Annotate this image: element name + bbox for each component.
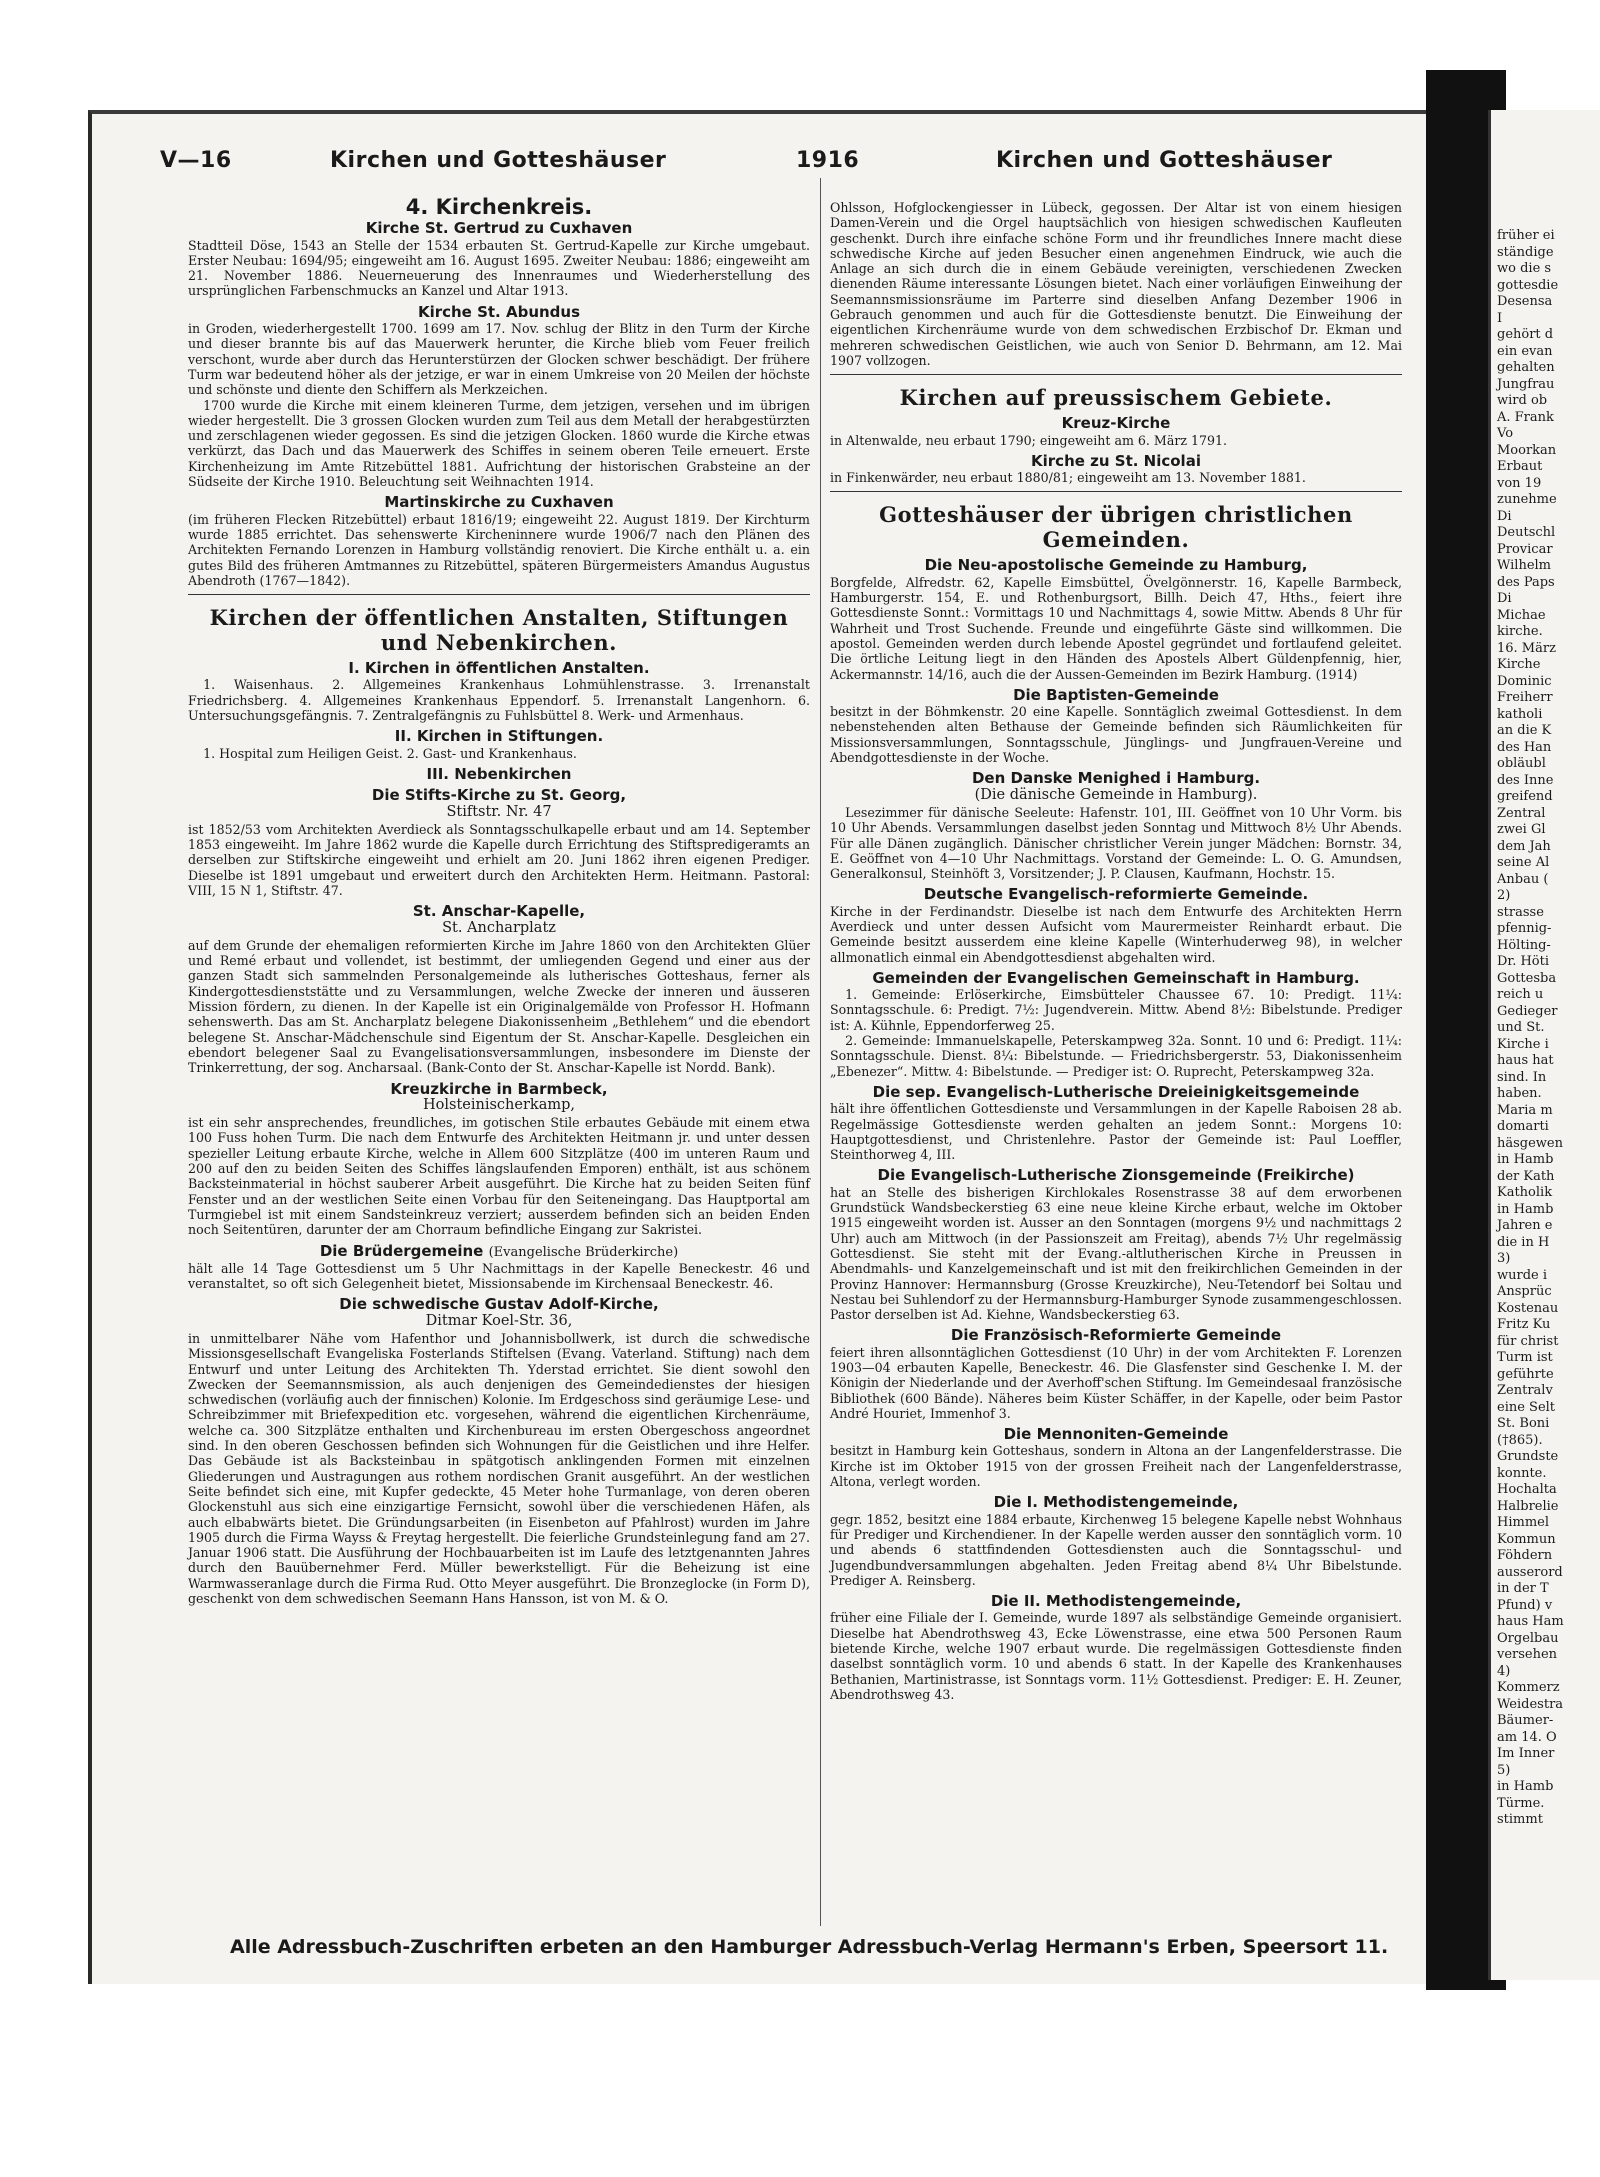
next-page-fragment: versehen — [1497, 1647, 1558, 1662]
section-rule — [188, 594, 810, 595]
next-page-fragment: stimmt — [1497, 1812, 1543, 1827]
next-page-fragment: zunehme — [1497, 492, 1557, 507]
next-page-fragment: gehört d — [1497, 327, 1554, 342]
next-page-fragment: Weidestra — [1497, 1696, 1564, 1712]
gemeinschaft-text-2: 2. Gemeinde: Immanuelskapelle, Peterskampweg 32a. Sonnt. 10 und 6: Predigt. 11¼: Sonntagsschule. Dienst. 8¼: Bibelstunde. — Friedrichsbergerstr. 53, Diakonissenheim „Ebenezer“. Mittw. 4: Bibelstunde. — Prediger ist: O. Ruprecht, Peterskampweg 32a. — [830, 1033, 1402, 1079]
nicolai-text: in Finkenwärder, neu erbaut 1880/81; eingeweiht am 13. November 1881. — [830, 470, 1306, 486]
next-page-fragment: I — [1497, 310, 1503, 326]
deutsch-ref-text: Kirche in der Ferdinandstr. Dieselbe ist nach dem Entwurfe des Architekten Herrn Averdieck und unter dessen Aufsicht vom Maurermeister Reinhardt erbaut. Die Gemeinde besitzt ausserdem eine kleine Kapelle (Winterhuderweg 98), in welcher allmonatlich einmal ein Abendgottesdienst abgehalten wird. — [830, 903, 1402, 965]
next-page-fragment: 5) — [1497, 1762, 1511, 1778]
next-page-fragment: Katholik — [1497, 1185, 1553, 1200]
next-page-fragment: Grundste — [1497, 1449, 1559, 1464]
danske-text: Lesezimmer für dänische Seeleute: Hafenstr. 101, III. Geöffnet von 10 Uhr Vorm. bis 10 Uhr Abends. Versammlungen daselbst jeden Sonntag und Mittwoch 8½ Uhr Abends. Für alle Dänen zugänglich. Dänischer christlicher Verein junger Mädchen: Bornstr. 34, E. Geöffnet von 4—10 Uhr Nachmittags. Vorstand der Gemeinde: L. O. G. Amundsen, Generalkonsul, Steinhöft 3, Vorsitzender; J. P. Clausen, Kaufmann, Hochstr. 15. — [830, 804, 1402, 882]
next-page-fragment: seine Al — [1497, 855, 1550, 870]
sec2-text: 1. Hospital zum Heiligen Geist. 2. Gast- und Krankenhaus. — [203, 745, 577, 761]
next-page-fragment: früher ei — [1497, 228, 1555, 243]
next-page-fragment: Dominic — [1497, 673, 1552, 689]
next-page-fragment: (†865). — [1497, 1432, 1543, 1448]
franz-text: feiert ihren allsonntäglichen Gottesdienst (10 Uhr) in der vom Architekten F. Lorenzen 1903—04 erbauten Kapelle, Beneckestr. 46. Die Glasfenster sind Geschenke I. M. der Königin der Niederlande und der Averhoff'schen Stiftung. Im Gemeindesaal französische Bibliothek (600 Bände). Näheres beim Küster Schäffer, in der Kapelle, oder beim Pastor André Houriet, Immenhof 3. — [830, 1344, 1402, 1421]
next-page-fragment: Dr. Höti — [1497, 954, 1550, 969]
page-number: V—16 — [160, 148, 232, 173]
schwed-address: Ditmar Koel-Str. 36, — [425, 1312, 573, 1329]
next-page-fragment: geführte — [1497, 1366, 1554, 1382]
next-page-fragment: haus hat — [1497, 1053, 1554, 1068]
sec2-title: II. Kirchen in Stiftungen. — [394, 727, 604, 746]
next-page-fragment: in Hamb — [1497, 1201, 1554, 1217]
meth2-text: früher eine Filiale der I. Gemeinde, wurde 1897 als selbständige Gemeinde organisiert. Dieselbe hat Abendrothsweg 43, Ecke Löwenstrasse, eine etwa 500 Personen Raum bietende Kirche, welche 1907 erbaut wurde. Die regelmässigen Gottesdienste finden daselbst sonntäglich vorm. 10 und abends 6 statt. In der Kapelle des Krankenhauses Bethanien, Martinistrasse, ist Sonntags vorm. 11½ Gottesdienst. Prediger: E. H. Zeuner, Abendrothsweg 43. — [830, 1610, 1402, 1702]
kreuzkirche-barmbeck-address: Holsteinischerkamp, — [423, 1096, 575, 1113]
next-page-fragment: Pfund) v — [1497, 1597, 1553, 1613]
next-page-fragment: sind. In — [1497, 1069, 1547, 1085]
anschar-address: St. Ancharplatz — [442, 919, 556, 936]
kirchenkreis-heading: 4. Kirchenkreis. — [405, 195, 593, 219]
next-page-fragment: am 14. O — [1497, 1729, 1557, 1745]
baptist-text: besitzt in der Böhmkenstr. 20 eine Kapelle. Sonntäglich zweimal Gottesdienst. In dem nebenstehenden alten Bethause der Gemeinde befinden sich Räumlichkeiten für Missionsversammlungen, Sonntagsschule, Jünglings- und Jungfrauen-Vereine und Abendgottesdienste in der Woche. — [830, 704, 1402, 766]
meth1-text: gegr. 1852, besitzt eine 1884 erbaute, Kirchenweg 15 belegene Kapelle nebst Wohnhaus für Prediger und Kirchendiener. In der Kapelle werden ausser den sonntäglich vorm. 10 und abends 6 stattfindenden Gottesdiensten auch die Sonntagsschul- und Jugendbundversammlungen abgehalten. Jeden Freitag abend 8¼ Uhr Bibelstunde. Prediger A. Reinsberg. — [830, 1511, 1402, 1588]
neuapost-title: Die Neu-apostolische Gemeinde zu Hamburg, — [924, 556, 1308, 575]
next-page-fragment: eine Selt — [1497, 1399, 1556, 1415]
next-page-fragment: ständige — [1497, 244, 1554, 260]
dreieinig-title: Die sep. Evangelisch-Lutherische Dreieinigkeitsgemeinde — [872, 1082, 1360, 1101]
schwed-continued-text: Ohlsson, Hofglockengiesser in Lübeck, gegossen. Der Altar ist von einem hiesigen Damen-Verein und die Orgel hauptsächlich von hiesigen schwedischen Kaufleuten geschenkt. Durch ihre einfache schöne Form und ihr freundliches Innere macht diese schwedische Kirche auf jeden Besucher einen angenehmen Eindruck, wie auch die Anlage an sich durch die in einem Gebäude vereinigten, verschiedenen Zwecken dienenden Räume interessante Lösungen bietet. Nach einer vorläufigen Einweihung der Seemannsmissionsräume im Parterre sind dieselben Anfang Dezember 1906 in Gebrauch genommen und auch für die Gottesdienste benutzt. Die Einweihung der eigentlichen Kirchenräume wurde von dem schwedischen Erzbischof Dr. Ekman und mehreren schwedischen Geistlichen, wie auch von Senior D. Behrmann, am 12. Mai 1907 vollzogen. — [830, 200, 1402, 368]
next-page-fragment: des Inne — [1497, 772, 1554, 788]
next-page-fragment: Desensa — [1497, 294, 1553, 309]
next-page-fragment: strasse — [1497, 904, 1544, 920]
next-page-fragment: für christ — [1497, 1333, 1559, 1349]
left-column — [188, 196, 810, 1606]
next-page-fragment: dem Jah — [1497, 838, 1551, 854]
next-page-fragment: wurde i — [1497, 1267, 1548, 1283]
next-page-fragment: wo die s — [1497, 261, 1552, 276]
next-page-fragment: Wilhelm — [1497, 558, 1551, 573]
next-page-fragment: Orgelbau — [1497, 1630, 1559, 1646]
next-page-fragment: greifend — [1497, 789, 1553, 804]
sec1-text: 1. Waisenhaus. 2. Allgemeines Krankenhaus Lohmühlenstrasse. 3. Irrenanstalt Friedrichsberg. 4. Allgemeines Krankenhaus Eppendorf. 5. Irrenanstalt Langenhorn. 6. Untersuchungsgefängnis. 7. Zentralgefängnis zu Fuhlsbüttel 8. Werk- und Armenhaus. — [188, 677, 810, 724]
schwed-title: Die schwedische Gustav Adolf-Kirche, — [339, 1295, 659, 1314]
next-page-fragment: Turm ist — [1497, 1350, 1553, 1365]
abundus-text-1: in Groden, wiederhergestellt 1700. 1699 am 17. Nov. schlug der Blitz in den Turm der Kirche und dieser brannte bis auf das Mauerwerk herunter, die Kirche blieb vom Feuer freilich verschont, wurde aber durch das Herunterstürzen der Glocken schwer beschädigt. Der frühere Turm war bedeutend höher als der jetzige, er war in einem Umkreise von 20 Meilen der höchste und schönste und diente den Schiffern als Merkzeichen. — [188, 321, 810, 398]
next-page-fragment: kirche. — [1497, 624, 1543, 639]
header-title-left: Kirchen und Gotteshäuser — [330, 148, 667, 173]
next-page-fragment: gehalten — [1497, 360, 1555, 375]
next-page-fragment: 2) — [1497, 888, 1511, 903]
next-page-fragment: St. Boni — [1497, 1416, 1550, 1431]
next-page-fragment: 3) — [1497, 1251, 1511, 1266]
next-page-fragment: in Hamb — [1497, 1152, 1554, 1167]
next-page-fragment: wird ob — [1497, 393, 1548, 408]
meth2-title: Die II. Methodistengemeinde, — [990, 1592, 1242, 1611]
gertrud-text: Stadtteil Döse, 1543 an Stelle der 1534 erbauten St. Gertrud-Kapelle zur Kirche umgebaut. Erster Neubau: 1694/95; eingeweiht am 16. August 1695. Zweiter Neubau: 1886; eingeweiht am 21. November 1886. Neuerneuerung des Innenraumes und Wiederherstellung des ursprünglichen Farbenschmucks an Kanzel und Altar 1913. — [188, 237, 810, 299]
danske-title: Den Danske Menighed i Hamburg. — [971, 769, 1261, 788]
next-page-fragment: zwei Gl — [1497, 822, 1546, 837]
deutsch-ref-title: Deutsche Evangelisch-reformierte Gemeinde. — [923, 885, 1309, 904]
kreuz-title: Kreuz-Kirche — [1061, 414, 1171, 433]
next-page-fragment: an die K — [1497, 723, 1552, 738]
anschar-title: St. Anschar-Kapelle, — [412, 902, 586, 921]
next-page-fragment: in der T — [1497, 1581, 1549, 1596]
next-page-fragment: haben. — [1497, 1086, 1542, 1101]
kreuzkirche-barmbeck-title: Kreuzkirche in Barmbeck, — [390, 1079, 608, 1098]
brueder-subtitle: (Evangelische Brüderkirche) — [488, 1244, 679, 1260]
menno-title: Die Mennoniten-Gemeinde — [1003, 1425, 1229, 1444]
georg-address: Stiftstr. Nr. 47 — [446, 803, 552, 820]
next-page-fragment: Anbau ( — [1497, 871, 1549, 887]
preuss-heading: Kirchen auf preussischem Gebiete. — [899, 385, 1333, 411]
next-page-fragment: Jungfrau — [1497, 376, 1555, 392]
georg-text: ist 1852/53 vom Architekten Averdieck als Sonntagsschulkapelle erbaut und am 14. September 1853 eingeweiht. Im Jahre 1862 wurde die Kapelle durch Errichtung des Stiftspredigeramts an derselben zur Stiftskirche eingeweiht und erhielt am 20. Juni 1862 ihren eigenen Prediger. Dieselbe ist 1891 umgebaut und erweitert durch den Architekten Herm. Heitmann. Pastoral: VIII, 15 N 1, Stiftstr. 47. — [188, 821, 810, 898]
next-page-fragment: ausserord — [1497, 1564, 1563, 1580]
next-page-fragment: domarti — [1497, 1119, 1549, 1134]
next-page-fragment: Di — [1497, 591, 1512, 606]
gotteshaeuser-heading: Gotteshäuser der übrigen christlichen Gemeinden. — [879, 502, 1353, 553]
next-page-fragment: ein evan — [1497, 343, 1553, 359]
next-page-fragment: Moorkan — [1497, 442, 1557, 458]
baptist-title: Die Baptisten-Gemeinde — [1013, 685, 1219, 704]
schwed-text: in unmittelbarer Nähe vom Hafenthor und Johannisbollwerk, ist durch die schwedische Missionsgesellschaft Evangeliska Fosterlands Stiftelsen (Evang. Vaterland. Stiftung) nach dem Entwurf und unter Leitung des Architekten Th. Yderstad errichtet. Sie dient sowohl den Zwecken der Seemannsmission, als auch denjenigen des Gemeindedienstes der hiesigen schwedischen (vorläufig auch der finnischen) Kolonie. Im Erdgeschoss sind geräumige Lese- und Schreibzimmer mit Briefexpedition etc. vorgesehen, während die eigentlichen Kirchenräume, welche ca. 300 Sitzplätze enthalten und Kirchenbureau im ersten Obergeschoss angeordnet sind. In den oberen Geschossen befinden sich Wohnungen für die Geistlichen und ihre Helfer. Das Gebäude ist als Backsteinbau in spätgotisch anklingenden Formen mit einzelnen Gliederungen und Austragungen aus rothem nordischen Granit ausgeführt. An der westlichen Seite befindet sich eine, mit Kupfer gedeckte, 45 Meter hohe Turmanlage, von deren oberen Glockenstuhl aus sich eine einzigartige Fernsicht, sowohl über die verschiedenen Häfen, als auch elbabwärts bietet. Die Gründungsarbeiten (in Eisenbeton auf Pfahlrost) wurden im Jahre 1905 durch die Firma Wayss & Freytag hergestellt. Die feierliche Grundsteinlegung fand am 27. Januar 1906 statt. Die Ausführung der Hochbauarbeiten ist im Laufe des letztgenannten Jahres durch den Bauübernehmer Ferd. Müller bewerkstelligt. Für die Beheizung ist eine Warmwasseranlage durch die Firma Rud. Otto Meyer ausgeführt. Die Bronzeglocke (in Form D), geschenkt von dem schwedischen Seemann Hans Hansson, ist von M. & O. — [188, 1331, 810, 1607]
next-page-fragment: und St. — [1497, 1020, 1545, 1035]
georg-title: Die Stifts-Kirche zu St. Georg, — [371, 786, 627, 805]
next-page-fragment: Provicar — [1497, 541, 1553, 557]
abundus-title: Kirche St. Abundus — [417, 302, 581, 321]
next-page-fragment: Himmel — [1497, 1515, 1549, 1530]
next-page-fragment: Zentralv — [1497, 1383, 1553, 1398]
header-year: 1916 — [796, 148, 860, 173]
footer-notice: Alle Adressbuch-Zuschriften erbeten an den Hamburger Adressbuch-Verlag Hermann's Erben, Speersort 11. — [230, 1936, 1389, 1958]
next-page-fragment: des Han — [1497, 739, 1552, 755]
martin-title: Martinskirche zu Cuxhaven — [384, 493, 614, 512]
abundus-text-2: 1700 wurde die Kirche mit einem kleineren Turme, dem jetzigen, versehen und im übrigen wieder hergestellt. Die 3 grossen Glocken wurden zum Teil aus dem Metall der herabgestürzten und zerschlagenen wieder gegossen. Es sind die jetzigen Glocken. 1860 wurde die Kirche etwas verkürzt, das Dach und das Mauerwerk des Schiffes in seinem oberen Teile erneuert. Erste Kirchenheizung im Amte Ritzebüttel 1881. Aufrichtung der historischen Grabsteine an der Südseite der Kirche 1910. Beleuchtung seit Weihnachten 1914. — [188, 397, 810, 490]
next-page-fragment: der Kath — [1497, 1168, 1555, 1184]
next-page-fragment: gottesdie — [1497, 277, 1559, 293]
nicolai-title: Kirche zu St. Nicolai — [1031, 451, 1201, 470]
anschar-text: auf dem Grunde der ehemaligen reformierten Kirche im Jahre 1860 von den Architekten Glüer und Remé erbaut und vollendet, ist bestimmt, der umliegenden Gegend und einer aus der ganzen Stadt sich sammelnden Personalgemeinde als lutherisches Gotteshaus, ferner als Kindergottesdienststätte und zu Versammlungen, welche Zwecke der inneren und äusseren Mission fördern, zu dienen. In der Kapelle ist ein Originalgemälde von Professor H. Hofmann sehenswerth. Das am St. Ancharplatz belegene Diakonissenheim „Bethlehem“ und die ebendort belegene St. Anschar-Mädchenschule sind Eigentum der St. Anschar-Kapelle. Desgleichen ein ebendort belegener Saal zu Evangelisationsversammlungen, insbesondere im Dienste der Trinkerrettung, der sog. Ancharsaal. (Bank-Conto der St. Anschar-Kapelle ist Nordd. Bank). — [188, 937, 810, 1076]
martin-text: (im früheren Flecken Ritzebüttel) erbaut 1816/19; eingeweiht 22. August 1819. Der Kirchturm wurde 1885 errichtet. Das sehenswerte Kircheninnere wurde 1906/7 nach den Plänen des Architekten Fernando Lorenzen in Hamburg vollständig renoviert. Die Kirche enthält u. a. ein gutes Bild des früheren Amtmannes zu Ritzebüttel, späteren Bürgermeisters Amandus Augustus Abendroth (1767—1842). — [188, 511, 810, 588]
next-page-fragment: Hochalta — [1497, 1482, 1557, 1497]
next-page-fragment: katholi — [1497, 706, 1543, 722]
next-page-fragment: pfennig- — [1497, 921, 1552, 936]
meth1-title: Die I. Methodistengemeinde, — [993, 1493, 1239, 1512]
next-page-fragment: Türme. — [1497, 1795, 1545, 1811]
next-page-fragment: Zentral — [1497, 805, 1546, 821]
next-page-fragment: Hölting- — [1497, 937, 1551, 953]
kreuzkirche-barmbeck-text: ist ein sehr ansprechendes, freundliches, im gotischen Stile erbautes Gebäude mit einem etwa 100 Fuss hohen Turm. Die nach dem Entwurfe des Architekten Heitmann jr. und unter dessen spezieller Leitung erbaute Kirche, welche in Allem 600 Sitzplätze (400 im unteren Raum und 200 auf den zu beiden Seiten des Schiffes längslaufenden Emporen) enthält, ist aus schönem Backsteinmaterial in höchst sauberer Arbeit ausgeführt. Die Kirche hat zu beiden Seiten fünf Fenster und an der westlichen Seite einen Vorbau für den Seiteneingang. Das Hauptportal am Turmgiebel ist mit einem Sandsteinkreuz verziert; ausserdem befinden sich an beiden Enden noch Seitentüren, darunter der am Chorraum befindliche Eingang zur Sakristei. — [188, 1115, 810, 1238]
next-page-fragment: Gedieger — [1497, 1003, 1558, 1019]
next-page-fragment: Vo — [1497, 426, 1514, 441]
next-page-fragment: haus Ham — [1497, 1614, 1564, 1629]
next-page-fragment: Kommun — [1497, 1531, 1556, 1547]
gemeinschaft-title: Gemeinden der Evangelischen Gemeinschaft in Hamburg. — [872, 968, 1360, 987]
next-page-fragment: reich u — [1497, 987, 1544, 1002]
next-page-fragment: 16. März — [1497, 640, 1556, 656]
next-page-fragment: Kommerz — [1497, 1680, 1560, 1695]
next-page-fragment: Kirche — [1497, 657, 1541, 672]
gertrud-title: Kirche St. Gertrud zu Cuxhaven — [365, 219, 633, 238]
section-rule — [830, 491, 1402, 492]
next-page-fragment: in Hamb — [1497, 1779, 1554, 1794]
franz-title: Die Französisch-Reformierte Gemeinde — [950, 1326, 1282, 1345]
next-page-strip — [1488, 110, 1600, 1980]
next-page-fragment: des Paps — [1497, 574, 1555, 590]
gemeinschaft-text-1: 1. Gemeinde: Erlöserkirche, Eimsbütteler Chaussee 67. 10: Predigt. 11¼: Sonntagsschule. 6: Predigt. 7½: Jugendverein. Mittw. Abend 8½: Bibelstunde. Prediger ist: A. Kühnle, Eppendorferweg 25. — [830, 987, 1402, 1033]
next-page-fragment: konnte. — [1497, 1465, 1547, 1481]
next-page-fragment: Bäumer- — [1497, 1713, 1554, 1728]
sec3-title: III. Nebenkirchen — [426, 764, 572, 783]
column-divider — [820, 178, 821, 1926]
header-title-right: Kirchen und Gotteshäuser — [996, 148, 1333, 173]
next-page-fragment: Kostenau — [1497, 1300, 1559, 1316]
neuapost-text: Borgfelde, Alfredstr. 62, Kapelle Eimsbüttel, Övelgönnerstr. 16, Kapelle Barmbeck, Hamburgerstr. 154, E. und Rothenburgsort, Billh. Deich 47, Hths., feiert ihre Gottesdienste Sonnt.: Vormittags 10 und Nachmittags 4, sowie Mittw. Abends 8 Uhr für Wahrheit und Trost Suchende. Freunde und eingeführte Gäste sind willkommen. Die apostol. Gemeinden werden durch lebende Apostel gegründet und fortlaufend geleitet. Die örtliche Leitung liegt in den Händen des Apostels Albert Güldenpfennig, hier, Ackermannstr. 14/16, auch die der Aussen-Gemeinden im Bezirk Hamburg. (1914) — [830, 574, 1402, 682]
next-page-fragment: Freiherr — [1497, 690, 1553, 705]
next-page-fragment: Gottesba — [1497, 970, 1557, 986]
next-page-fragment: Maria m — [1497, 1102, 1553, 1118]
danske-subtitle: (Die dänische Gemeinde in Hamburg). — [974, 786, 1258, 803]
next-page-fragment: Fritz Ku — [1497, 1317, 1551, 1332]
section-rule — [830, 374, 1402, 375]
zion-text: hat an Stelle des bisherigen Kirchlokales Rosenstrasse 38 auf dem erworbenen Grundstück Wandsbeckerstieg 63 eine neue kleine Kirche erbaut, welche im Oktober 1915 eingeweiht worden ist. Ausser an den Sonntagen (morgens 9½ und nachmittags 2 Uhr) auch am Mittwoch (in der Passionszeit am Freitag), abends 7½ Uhr regelmässig Gottesdienst. Sie steht mit der Evang.-altlutherischen Kirche in Preussen in Abendmahls- und Kanzelgemeinschaft und ist mit den freikirchlichen Gemeinden in der Provinz Hannover: Hermannsburg (Grosse Kreuzkirche), Neu-Tetendorf bei Soltau und Nestau bei Suhlendorf zu der Hermannsburg-Hamburger Synode zusammengeschlossen. Pastor derselben ist Ad. Kiehne, Wandsbeckerstieg 63. — [830, 1184, 1402, 1323]
next-page-fragment: obläubl — [1497, 756, 1546, 771]
menno-text: besitzt in Hamburg kein Gotteshaus, sondern in Altona an der Langenfelderstrasse. Die Kirche ist im Oktober 1915 von der grossen Freiheit nach der Langenfelderstrasse, Altona, verlegt worden. — [830, 1443, 1402, 1490]
next-page-fragment: Di — [1497, 508, 1512, 524]
zion-title: Die Evangelisch-Lutherische Zionsgemeinde (Freikirche) — [877, 1166, 1355, 1185]
right-column — [830, 200, 1402, 1702]
next-page-fragment: Im Inner — [1497, 1746, 1555, 1761]
next-page-fragment: Deutschl — [1497, 525, 1556, 540]
next-page-fragment: Halbrelie — [1497, 1498, 1559, 1514]
next-page-fragment: 4) — [1497, 1663, 1511, 1679]
sec1-title: I. Kirchen in öffentlichen Anstalten. — [348, 659, 650, 678]
next-page-fragment: Michae — [1497, 607, 1546, 623]
next-page-fragment: Jahren e — [1497, 1218, 1553, 1233]
anstalten-heading: Kirchen der öffentlichen Anstalten, Stiftungen und Nebenkirchen. — [209, 605, 789, 656]
next-page-fragment: Erbaut — [1497, 459, 1543, 474]
kreuz-text: in Altenwalde, neu erbaut 1790; eingeweiht am 6. März 1791. — [830, 432, 1228, 448]
next-page-fragment: Kirche i — [1497, 1036, 1549, 1052]
brueder-text: hält alle 14 Tage Gottesdienst um 5 Uhr Nachmittags in der Kapelle Beneckestr. 46 und veranstaltet, so oft sich Gelegenheit bietet, Missionsabende im Kirchensaal Beneckestr. 46. — [188, 1260, 810, 1292]
next-page-fragment: häsgewen — [1497, 1135, 1564, 1151]
next-page-fragment: von 19 — [1497, 475, 1542, 491]
next-page-fragment: Ansprüc — [1497, 1284, 1552, 1299]
next-page-fragment: A. Frank — [1497, 409, 1554, 425]
next-page-fragment: Föhdern — [1497, 1548, 1553, 1563]
brueder-title: Die Brüdergemeine — [319, 1241, 484, 1260]
dreieinig-text: hält ihre öffentlichen Gottesdienste und Versammlungen in der Kapelle Raboisen 28 ab. Regelmässige Gottesdienste werden gehalten an jedem Sonnt.: Morgens 10: Hauptgottesdienst, und Christenlehre. Pastor der Gemeinde ist: Paul Loeffler, Steinthorweg 4, III. — [830, 1101, 1402, 1163]
next-page-fragment: die in H — [1497, 1234, 1550, 1250]
